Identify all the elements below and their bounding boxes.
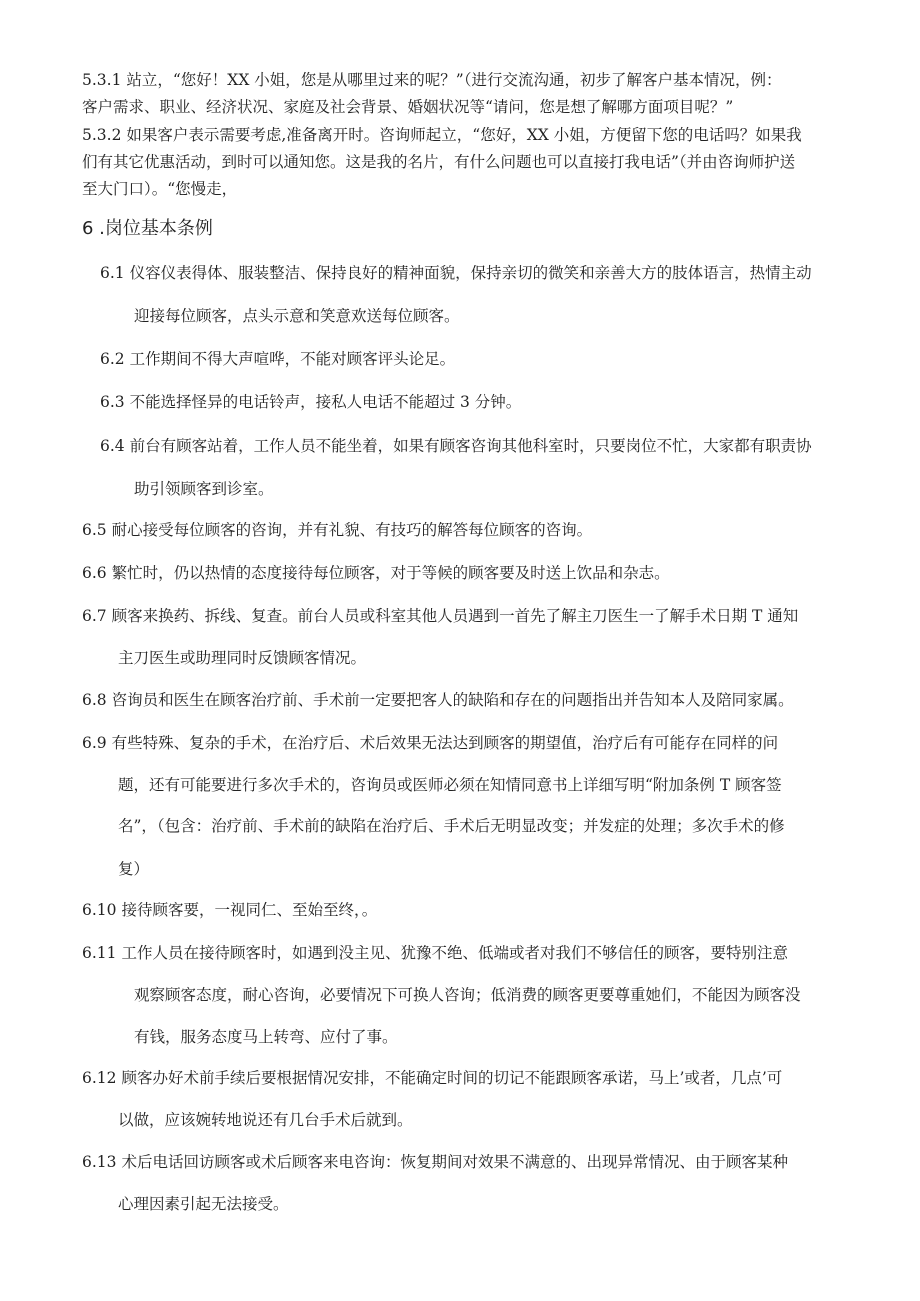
- text-line: 观察顾客态度，耐心咨询，必要情况下可换人咨询；低消费的顾客更要尊重她们，不能因为顾客没: [134, 986, 801, 1004]
- text-line: 6.3 不能选择怪异的电话铃声，接私人电话不能超过 3 分钟。: [100, 393, 522, 411]
- text-line: 6.4 前台有顾客站着，工作人员不能坐着，如果有顾客咨询其他科室时，只要岗位不忙，大家都有职责协: [100, 437, 812, 455]
- text-line: 有钱，服务态度马上转弯、应付了事。: [134, 1028, 398, 1046]
- text-line: 6.13 术后电话回访顾客或术后顾客来电咨询：恢复期间对效果不满意的、出现异常情况、由于顾客某种: [82, 1153, 788, 1171]
- text-line: 复）: [118, 860, 150, 878]
- text-line: 助引领顾客到诊室。: [134, 480, 274, 498]
- text-line: 心理因素引起无法接受。: [118, 1195, 289, 1213]
- text-line: 6.7 顾客来换药、拆线、复查。前台人员或科室其他人员遇到一首先了解主刀医生一了解手术日期 T 通知: [82, 607, 799, 625]
- text-line: 6.5 耐心接受每位顾客的咨询，并有礼貌、有技巧的解答每位顾客的咨询。: [82, 521, 593, 539]
- text-line: 名”，（包含：治疗前、手术前的缺陷在治疗后、手术后无明显改变；并发症的处理；多次手术的修: [118, 817, 785, 835]
- text-line: 客户需求、职业、经济状况、家庭及社会背景、婚姻状况等“请问，您是想了解哪方面项目呢？”: [82, 98, 734, 116]
- text-line: 5.3.2 如果客户表示需要考虑,准备离开时。咨询师起立，“您好，XX 小姐，方便留下您的电话吗？如果我: [82, 126, 802, 144]
- text-line: 6.6 繁忙时，仍以热情的态度接待每位顾客，对于等候的顾客要及时送上饮品和杂志。: [82, 564, 670, 582]
- text-line: 6.10 接待顾客要，一视同仁、至始至终，。: [82, 901, 378, 919]
- text-line: 们有其它优惠活动，到时可以通知您。这是我的名片，有什么问题也可以直接打我电话”（并由咨询师护送: [82, 153, 796, 171]
- text-line: 至大门口）。“您慢走，: [82, 180, 238, 198]
- text-line: 以做，应该婉转地说还有几台手术后就到。: [118, 1111, 413, 1129]
- text-line: 6.9 有些特殊、复杂的手术，在治疗后、术后效果无法达到顾客的期望值，治疗后有可能存在同样的问: [82, 734, 779, 752]
- text-line: 迎接每位顾客，点头示意和笑意欢送每位顾客。: [134, 307, 460, 325]
- section-title: 6 .岗位基本条例: [82, 218, 213, 239]
- text-line: 6.12 顾客办好术前手续后要根据情况安排，不能确定时间的切记不能跟顾客承诺，马上’或者，几点’可: [82, 1069, 783, 1087]
- text-line: 6.11 工作人员在接待顾客时，如遇到没主见、犹豫不绝、低端或者对我们不够信任的顾客，要特别注意: [82, 944, 788, 962]
- text-line: 题，还有可能要进行多次手术的，咨询员或医师必须在知情同意书上详细写明“附加条例 T 顾客签: [118, 776, 782, 794]
- text-line: 6.2 工作期间不得大声喧哗，不能对顾客评头论足。: [100, 350, 456, 368]
- text-line: 6.1 仪容仪表得体、服装整洁、保持良好的精神面貌，保持亲切的微笑和亲善大方的肢体语言，热情主动: [100, 264, 812, 282]
- text-line: 6.8 咨询员和医生在顾客治疗前、手术前一定要把客人的缺陷和存在的问题指出并告知本人及陪同家属。: [82, 691, 794, 709]
- text-line: 主刀医生或助理同时反馈顾客情况。: [118, 649, 367, 667]
- text-line: 5.3.1 站立，“您好！XX 小姐，您是从哪里过来的呢？”（进行交流沟通，初步了解客户基本情况，例：: [82, 71, 782, 89]
